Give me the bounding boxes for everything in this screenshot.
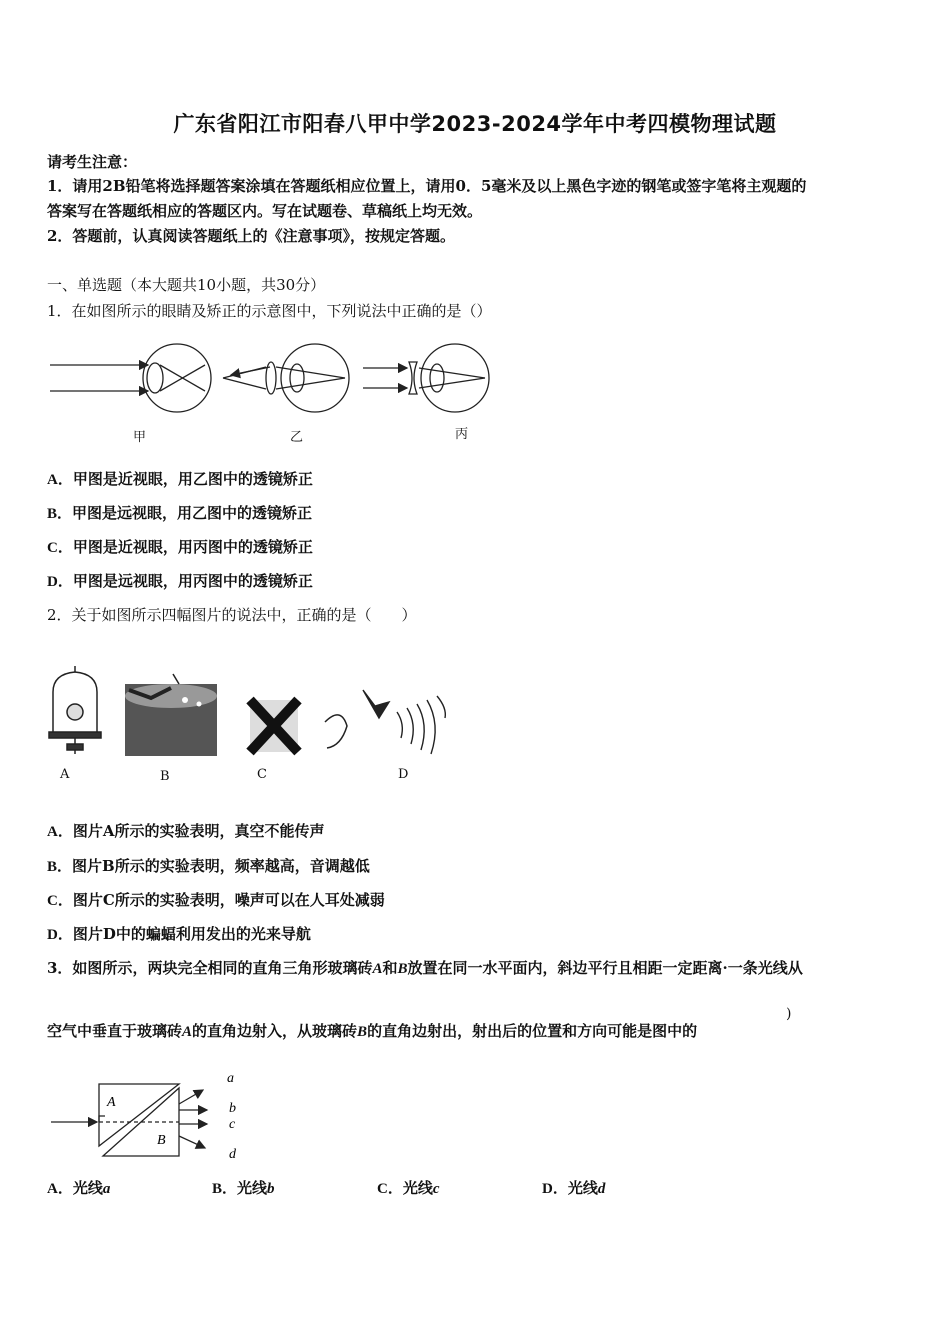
option-var: c	[432, 1181, 440, 1197]
label-ray-d: d	[229, 1147, 236, 1162]
option-label: A．	[47, 472, 73, 488]
q1-option-a[interactable]	[47, 468, 313, 489]
option-text: 光线	[567, 1179, 598, 1197]
q2-stem: 2．关于如图所示四幅图片的说法中，正确的是（ ）	[47, 606, 417, 624]
eye-bing	[363, 344, 489, 412]
option-label: B．	[47, 859, 73, 875]
option-label: C．	[47, 893, 73, 909]
option-text: 甲图是近视眼，用乙图中的透镜矫正	[72, 470, 313, 488]
ear-picture	[250, 700, 347, 752]
label-ray-b: b	[229, 1101, 236, 1116]
q2-caption-c: C	[257, 767, 267, 782]
q1-stem: 1．在如图所示的眼睛及矫正的示意图中，下列说法中正确的是（）	[47, 302, 492, 320]
bat-picture	[363, 690, 445, 754]
q1-eye-figure	[45, 338, 505, 448]
label-ray-a: a	[227, 1071, 234, 1086]
option-label: C．	[47, 540, 73, 556]
page-title: 广东省阳江市阳春八甲中学2023-2024学年中考四模物理试题	[173, 112, 777, 136]
q3-option-a[interactable]	[47, 1177, 110, 1198]
bell-jar-picture	[49, 666, 101, 754]
option-text: 图片B所示的实验表明，频率越高，音调越低	[72, 857, 370, 875]
q2-option-d[interactable]	[47, 923, 311, 944]
option-label: D．	[542, 1181, 568, 1197]
q1-caption-jia: 甲	[133, 430, 147, 445]
option-label: D．	[47, 574, 73, 590]
option-var: b	[267, 1181, 275, 1197]
q2-caption-a: A	[60, 767, 70, 782]
option-label: C．	[377, 1181, 403, 1197]
q2-caption-b: B	[160, 769, 170, 784]
option-var: d	[597, 1181, 606, 1197]
option-var: a	[102, 1181, 111, 1197]
q3-paren: )	[786, 1006, 792, 1022]
option-label: D．	[47, 927, 73, 943]
eye-yi	[223, 344, 349, 412]
q3-option-d[interactable]	[542, 1177, 605, 1198]
option-label: B．	[47, 506, 73, 522]
q3-option-b[interactable]	[212, 1177, 275, 1198]
option-text: 光线	[237, 1179, 268, 1197]
q2-option-a[interactable]	[47, 820, 324, 841]
eye-jia	[50, 344, 211, 412]
q1-option-b[interactable]	[47, 502, 312, 523]
notice-line-1: 1．请用2B铅笔将选择题答案涂填在答题纸相应位置上，请用0．5毫米及以上黑色字迹的钢笔或签字笔将主观题的	[47, 177, 807, 195]
q2-option-c[interactable]	[47, 889, 385, 910]
option-text: 甲图是远视眼，用乙图中的透镜矫正	[72, 504, 313, 522]
notice-heading: 请考生注意：	[47, 153, 138, 171]
q3-option-c[interactable]	[377, 1177, 440, 1198]
label-prism-a: A	[107, 1095, 116, 1110]
option-text: 图片A所示的实验表明，真空不能传声	[72, 822, 325, 840]
option-text: 光线	[402, 1179, 433, 1197]
q1-option-c[interactable]	[47, 536, 313, 557]
section-heading: 一、单选题（本大题共10小题，共30分）	[47, 276, 326, 294]
notice-line-2: 2．答题前，认真阅读答题纸上的《注意事项》，按规定答题。	[47, 227, 455, 245]
q3-prism-figure	[45, 1068, 265, 1164]
option-label: A．	[47, 824, 73, 840]
option-text: 图片D中的蝙蝠利用发出的光来导航	[72, 925, 311, 943]
q1-caption-yi: 乙	[290, 430, 304, 445]
q3-dot: ·	[722, 959, 728, 977]
prism-a	[99, 1084, 179, 1146]
notice-line-1b: 答案写在答题纸相应的答题区内。写在试题卷、草稿纸上均无效。	[47, 202, 483, 220]
label-prism-b: B	[157, 1133, 166, 1148]
option-text: 光线	[72, 1179, 103, 1197]
option-label: B．	[212, 1181, 238, 1197]
q1-option-d[interactable]	[47, 570, 313, 591]
option-text: 图片C所示的实验表明，噪声可以在人耳处减弱	[72, 891, 385, 909]
q2-figure	[45, 662, 450, 762]
q3-stem-line-1: 3．如图所示，两块完全相同的直角三角形玻璃砖A和B放置在同一水平面内，斜边平行且相距一定距离·一条光线从	[47, 959, 803, 977]
q1-caption-bing: 丙	[455, 427, 469, 442]
q2-caption-d: D	[398, 767, 409, 782]
q2-option-b[interactable]	[47, 855, 370, 876]
label-ray-c: c	[229, 1117, 236, 1132]
drum-picture	[125, 674, 217, 756]
q3-stem-line-2: 空气中垂直于玻璃砖A的直角边射入，从玻璃砖B的直角边射出，射出后的位置和方向可能是图中的	[47, 1022, 698, 1040]
option-text: 甲图是近视眼，用丙图中的透镜矫正	[72, 538, 313, 556]
option-text: 甲图是远视眼，用丙图中的透镜矫正	[72, 572, 313, 590]
option-label: A．	[47, 1181, 73, 1197]
